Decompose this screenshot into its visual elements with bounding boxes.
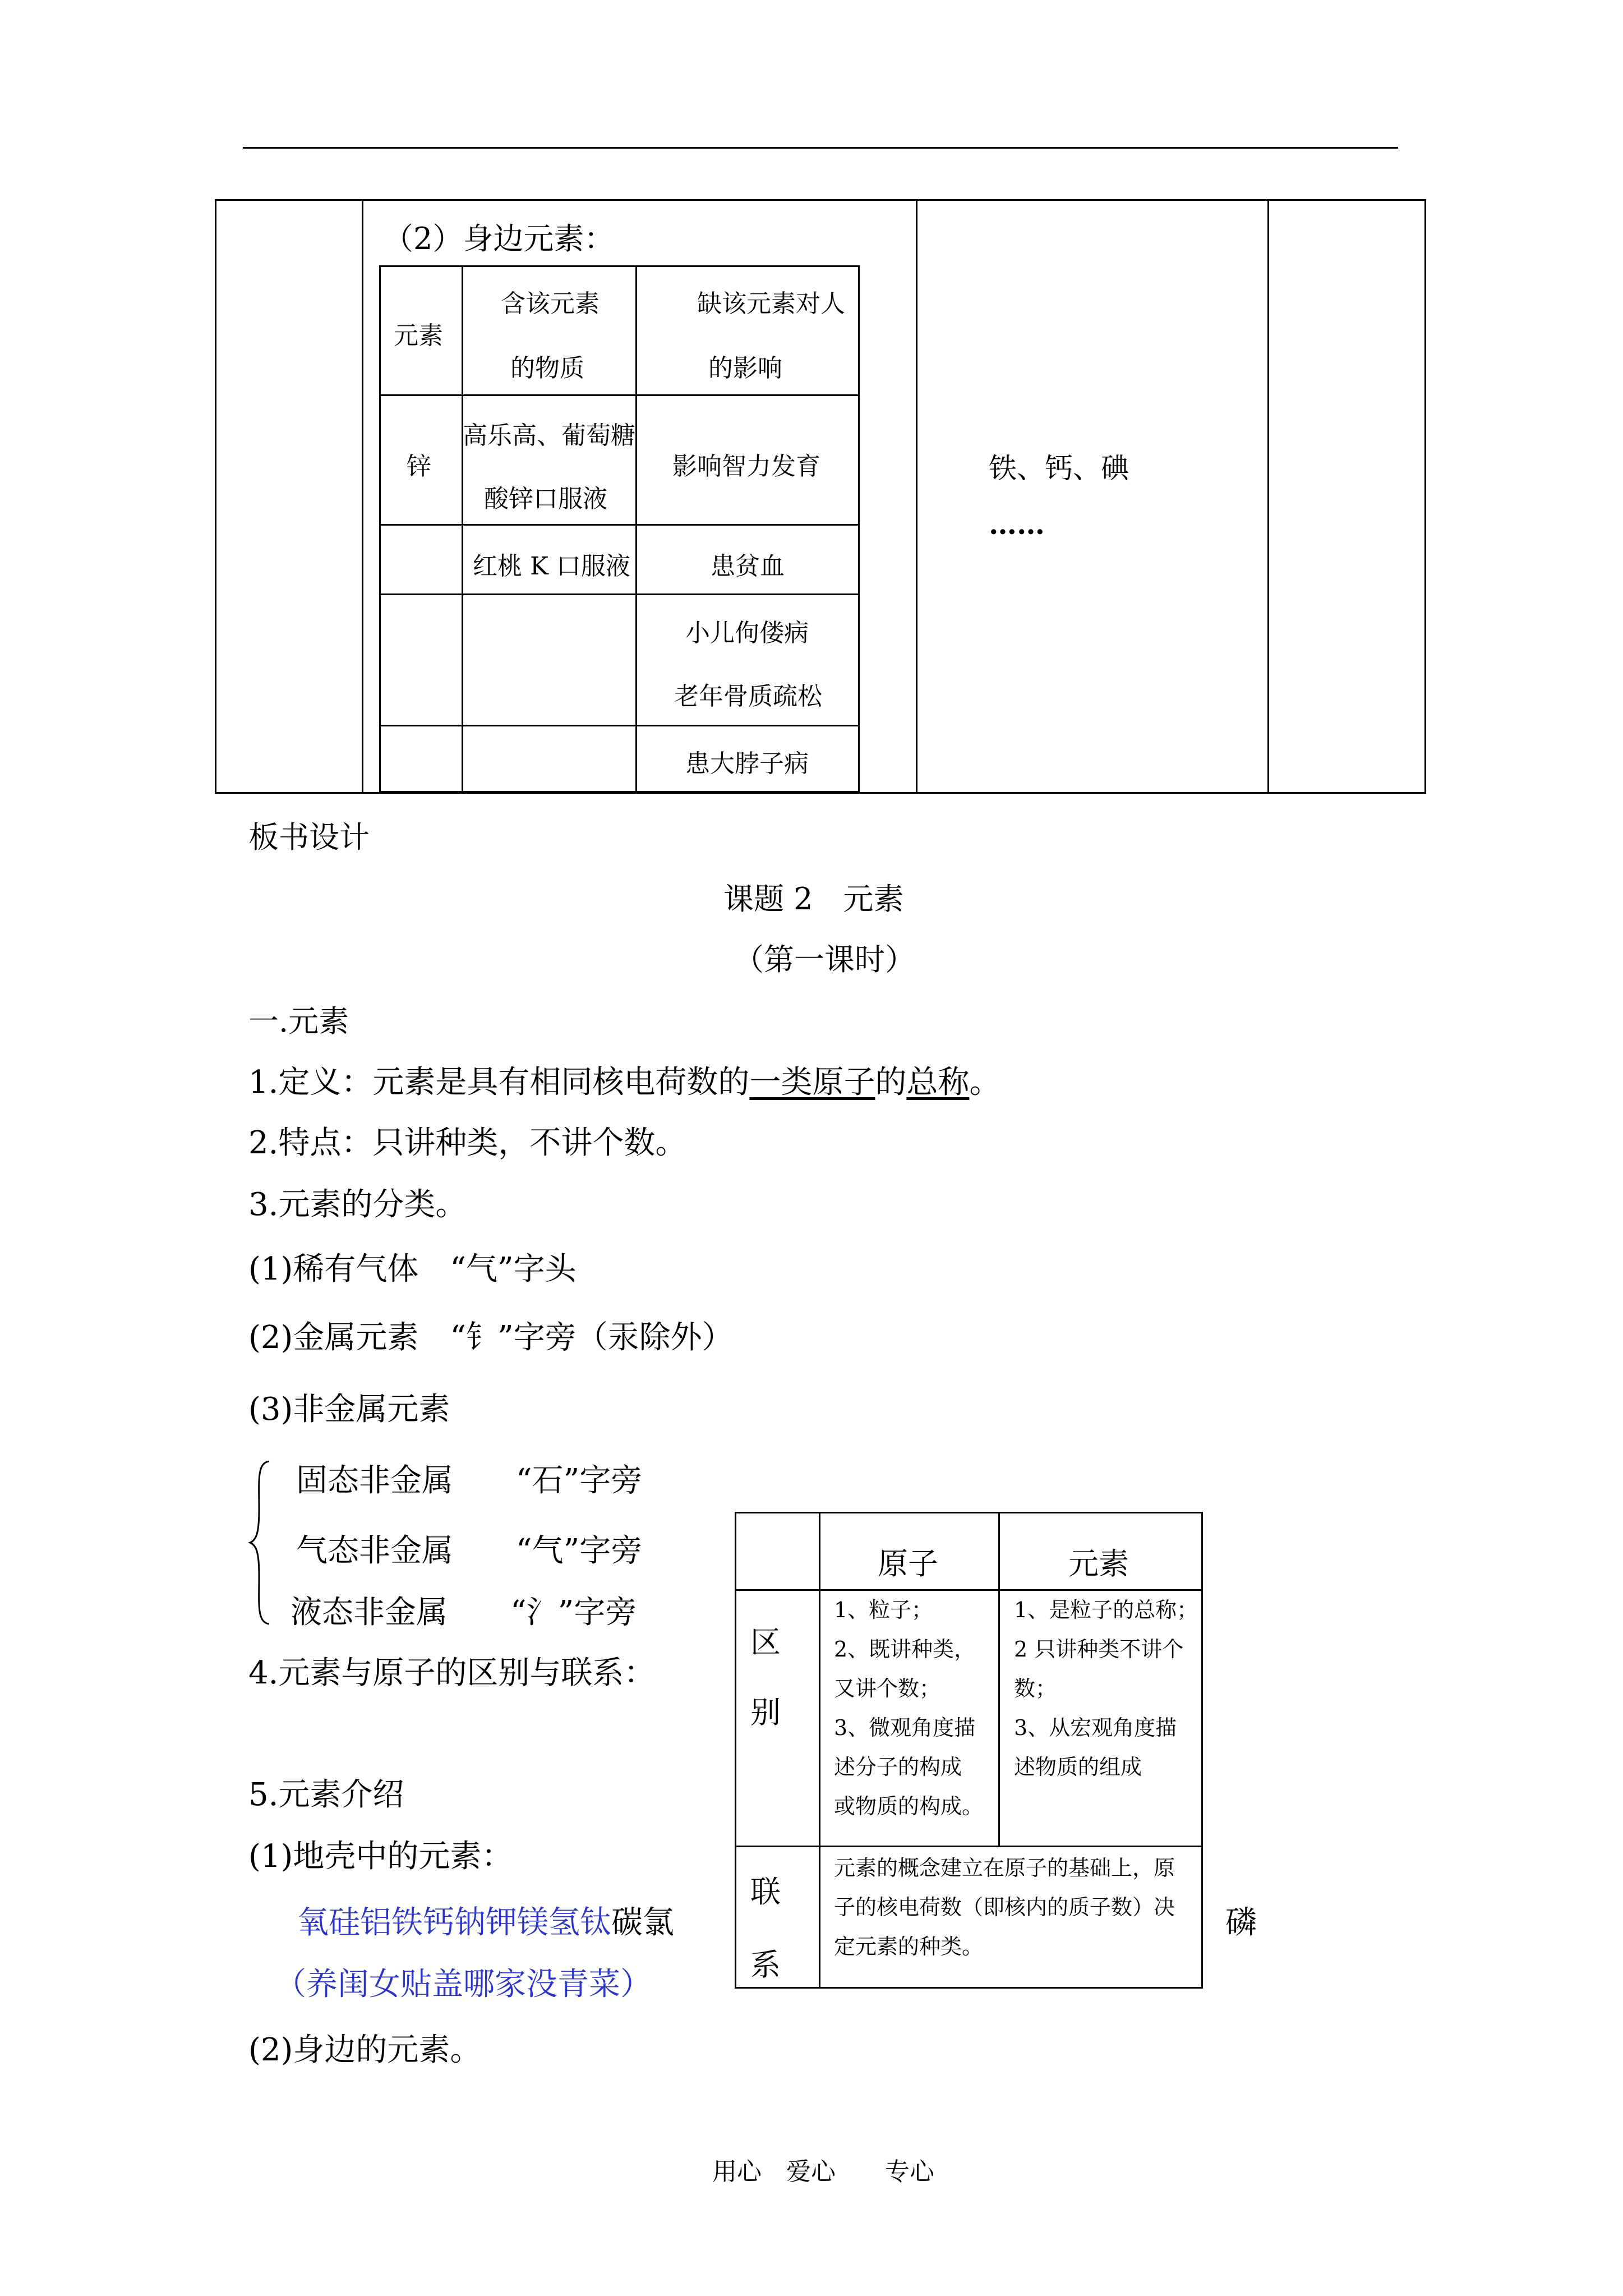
cell-effect: 影响智力发育 [672, 452, 820, 481]
table-divider [1267, 199, 1269, 794]
header-effect: 缺该元素对人 [697, 289, 845, 318]
row-label-difference: 区 [750, 1625, 781, 1660]
brace-icon [247, 1458, 275, 1627]
nearby-heading: (2)身边的元素。 [248, 2032, 482, 2068]
cell-element: 锌 [407, 452, 431, 481]
cell-substance: 红桃 K 口服液 [473, 552, 630, 581]
crust-heading: (1)地壳中的元素： [248, 1838, 513, 1875]
classification-heading: 3.元素的分类。 [248, 1186, 467, 1223]
header-atom: 原子 [878, 1546, 938, 1581]
class-nonmetal: (3)非金属元素 [248, 1391, 450, 1428]
cell-substance: 酸锌口服液 [484, 485, 607, 513]
row-label-difference: 别 [750, 1695, 781, 1730]
atom-difference-cell: 1、粒子； 2、既讲种类， 又讲个数； 3、微观角度描 述分子的构成 或物质的构成。 [834, 1598, 984, 1819]
crust-mnemonic: （养闺女贴盖哪家没青菜） [275, 1966, 652, 2003]
header-substance: 含该元素 [501, 289, 600, 318]
class-metal: (2)金属元素 “钅”字旁（汞除外） [248, 1319, 734, 1356]
side-elements: 铁、钙、碘 [989, 452, 1129, 485]
element-difference-cell: 1、是粒子的总称； 2 只讲种类不讲个 数； 3、从宏观角度描 述物质的组成 [1014, 1598, 1198, 1779]
crust-elements: 氧硅铝铁钙钠钾镁氢钛碳氯 [297, 1904, 674, 1941]
row-label-relation: 系 [750, 1947, 781, 1982]
cell-effect: 患贫血 [711, 552, 785, 581]
table-divider [362, 199, 363, 794]
header-effect: 的影响 [708, 354, 782, 383]
cell-effect: 老年骨质疏松 [674, 682, 822, 711]
cell-effect: 患大脖子病 [685, 749, 809, 778]
side-ellipsis: …… [989, 508, 1045, 541]
nonmetal-gas: 气态非金属 “气”字旁 [296, 1533, 643, 1569]
section-heading: （2）身边元素： [383, 221, 615, 256]
heading-element: 一.元素 [248, 1004, 349, 1039]
difference-heading: 4.元素与原子的区别与联系： [248, 1655, 656, 1691]
class-noble-gas: (1)稀有气体 “气”字头 [248, 1251, 577, 1287]
cell-substance: 高乐高、葡萄糖 [463, 421, 635, 450]
feature-line: 2.特点：只讲种类，不讲个数。 [248, 1125, 687, 1161]
header-substance: 的物质 [510, 354, 584, 383]
header-element: 元素 [1068, 1546, 1129, 1581]
nonmetal-liquid: 液态非金属 “氵”字旁 [291, 1594, 637, 1631]
crust-last-element: 磷 [1225, 1904, 1257, 1941]
header-element: 元素 [394, 321, 443, 350]
board-subtitle: （第一课时） [734, 942, 915, 977]
underlined-term: 总称 [906, 1064, 970, 1101]
page-footer: 用心 爱心 专心 [712, 2157, 934, 2186]
board-title: 课题 2 元素 [723, 881, 904, 917]
nonmetal-solid: 固态非金属 “石”字旁 [296, 1462, 643, 1499]
relation-cell: 元素的概念建立在原子的基础上，原 子的核电荷数（即核内的质子数）决 定元素的种类。 [834, 1856, 1175, 1959]
table-divider [916, 199, 917, 794]
underlined-term: 一类原子 [749, 1064, 875, 1101]
cell-effect: 小儿佝偻病 [685, 619, 809, 647]
intro-heading: 5.元素介绍 [248, 1777, 404, 1813]
header-rule [243, 147, 1398, 149]
row-label-relation: 联 [750, 1874, 781, 1910]
definition-line: 1.定义：元素是具有相同核电荷数的一类原子的总称。 [248, 1064, 1001, 1101]
board-label: 板书设计 [248, 820, 370, 855]
